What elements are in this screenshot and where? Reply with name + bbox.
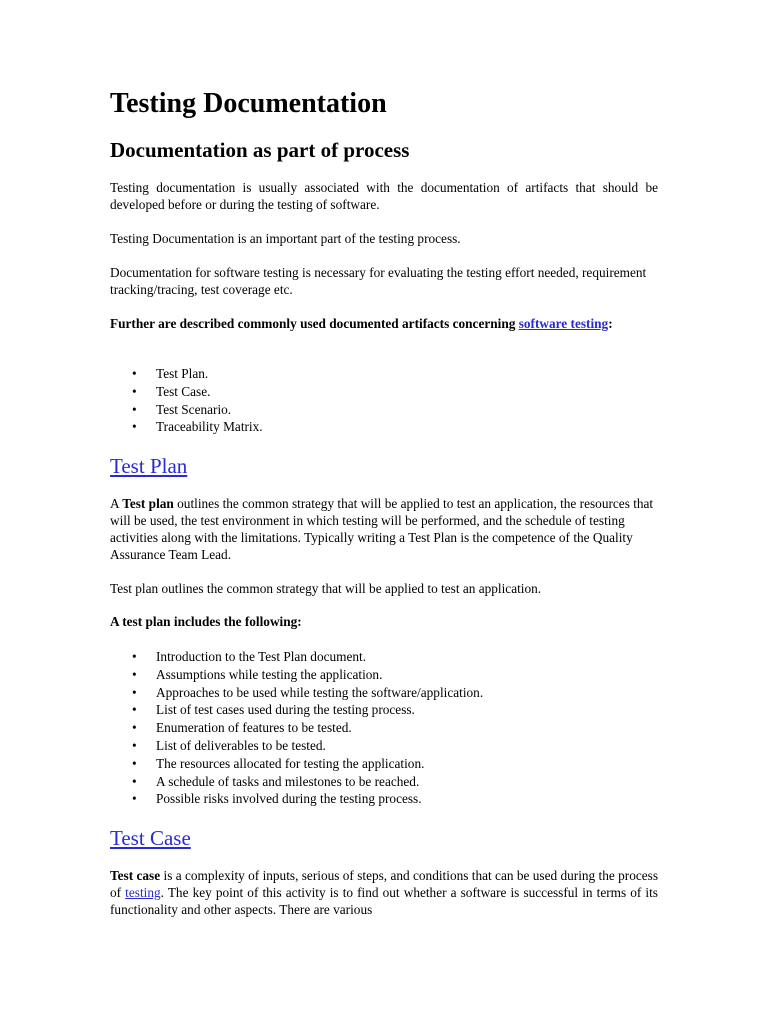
list-item: • List of test cases used during the testing process. <box>110 701 658 719</box>
list-item: • Enumeration of features to be tested. <box>110 719 658 737</box>
artifacts-lead-paragraph <box>110 315 658 332</box>
test-plan-heading-link[interactable]: Test Plan <box>110 454 188 478</box>
list-item: • A schedule of tasks and milestones to be reached. <box>110 773 658 791</box>
software-testing-link[interactable]: software testing <box>518 316 609 331</box>
list-item: • Test Plan. <box>110 365 658 383</box>
artifacts-list <box>110 365 658 436</box>
testing-link[interactable]: testing <box>125 885 161 900</box>
list-item: • Possible risks involved during the testing process. <box>110 790 658 808</box>
list-item: • The resources allocated for testing the application. <box>110 755 658 773</box>
list-item: • Introduction to the Test Plan document. <box>110 648 658 666</box>
artifacts-colon: : <box>608 316 613 331</box>
test-plan-definition: outlines the common strategy that will be applied to test an application, the resources that will be used, the test environment in which testing will be performed, and the schedule of testing activities along with the limitations. Typically writing a Test Plan is the competence of the Quality Assurance Team Lead. <box>110 496 654 562</box>
test-plan-includes-list <box>110 648 658 808</box>
test-case-continuation: . The key point of this activity is to find out whether a software is successful in terms of its functionality and other aspects. There are various <box>110 885 658 917</box>
test-plan-paragraph-1 <box>110 495 658 563</box>
list-item: • Assumptions while testing the application. <box>110 666 658 684</box>
test-case-definition: is a complexity of inputs, serious of steps, and conditions that can be used during the process of <box>110 868 659 900</box>
test-plan-includes-heading: A test plan includes the following: <box>110 614 302 629</box>
test-case-heading-link[interactable]: Test Case <box>110 826 191 850</box>
test-plan-paragraph-2: Test plan outlines the common strategy that will be applied to test an application. <box>110 581 542 596</box>
list-item: • Test Scenario. <box>110 401 658 419</box>
intro-paragraph-1: Testing documentation is usually associated with the documentation of artifacts that should be developed before or during the testing of software. <box>110 180 658 212</box>
list-item: • Test Case. <box>110 383 658 401</box>
test-plan-bold-term: Test plan <box>122 496 174 511</box>
test-plan-prefix: A <box>110 496 119 511</box>
intro-paragraph-2: Testing Documentation is an important part of the testing process. <box>110 231 461 246</box>
test-case-heading <box>110 824 191 852</box>
list-item: • Traceability Matrix. <box>110 418 658 436</box>
section-subtitle: Documentation as part of process <box>110 138 410 162</box>
intro-paragraph-3: Documentation for software testing is necessary for evaluating the testing effort needed, requirement tracking/tracing, test coverage etc. <box>110 265 647 297</box>
test-case-bold-term: Test case <box>110 868 161 883</box>
list-item: • Approaches to be used while testing the software/application. <box>110 684 658 702</box>
artifacts-lead-text: Further are described commonly used documented artifacts concerning <box>110 316 516 331</box>
page-title: Testing Documentation <box>110 88 387 119</box>
list-item: • List of deliverables to be tested. <box>110 737 658 755</box>
test-plan-heading <box>110 452 187 480</box>
test-case-paragraph-1 <box>110 867 658 918</box>
